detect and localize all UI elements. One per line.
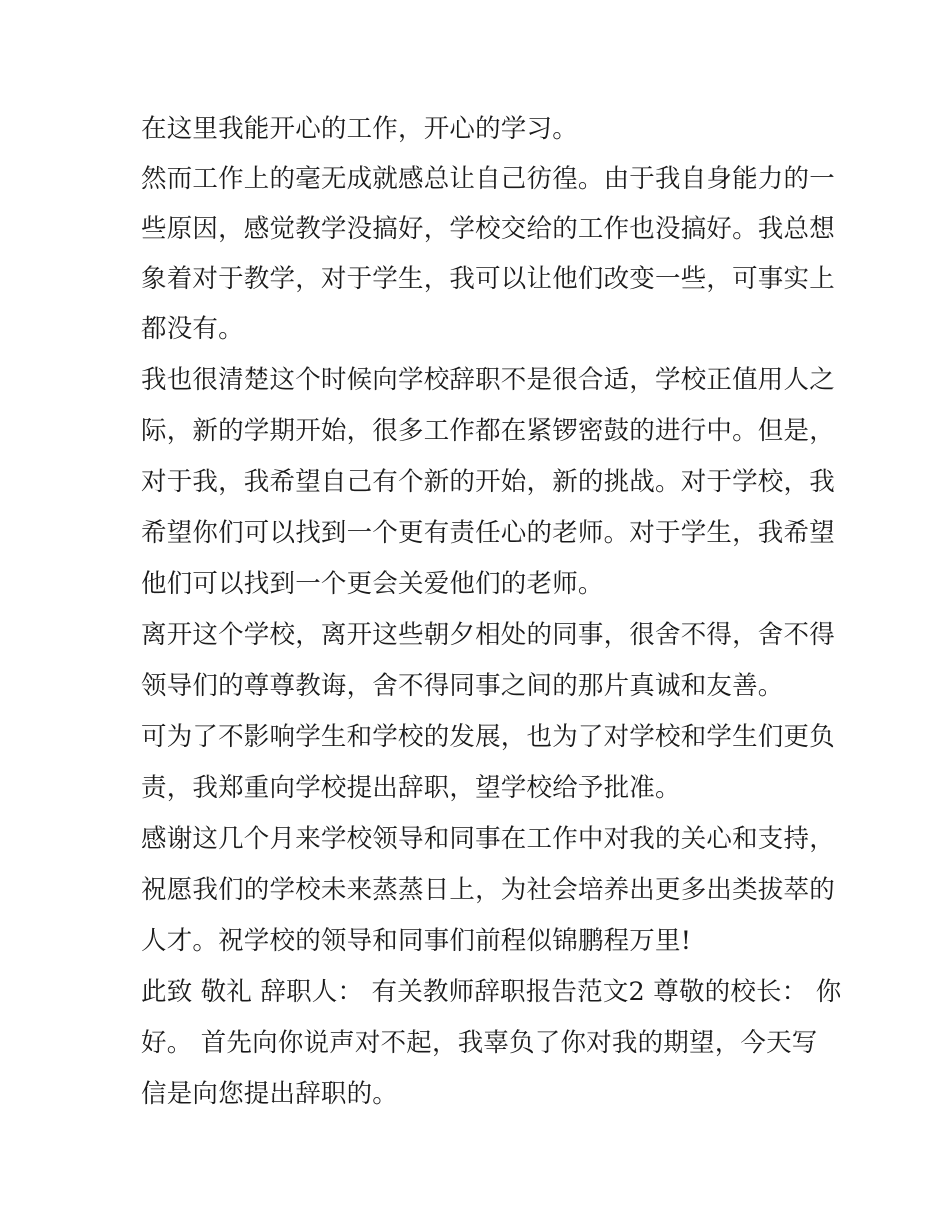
text-line: 好。 首先向你说声对不起，我辜负了你对我的期望，今天写 <box>141 1028 818 1058</box>
text-line: 希望你们可以找到一个更有责任心的老师。对于学生，我希望 <box>141 518 835 548</box>
text-line: 责，我郑重向学校提出辞职，望学校给予批准。 <box>141 773 681 803</box>
text-line: 他们可以找到一个更会关爱他们的老师。 <box>141 569 604 599</box>
text-line: 祝愿我们的学校未来蒸蒸日上，为社会培养出更多出类拔萃的 <box>141 875 835 905</box>
text-line: 些原因，感觉教学没搞好，学校交给的工作也没搞好。我总想 <box>141 214 835 244</box>
text-line: 信是向您提出辞职的。 <box>141 1079 399 1109</box>
text-line: 对于我，我希望自己有个新的开始，新的挑战。对于学校，我 <box>141 467 835 497</box>
text-line: 领导们的尊尊教诲，舍不得同事之间的那片真诚和友善。 <box>141 671 784 701</box>
text-line: 感谢这几个月来学校领导和同事在工作中对我的关心和支持， <box>141 824 835 854</box>
text-line: 此致 敬礼 辞职人： 有关教师辞职报告范文2 尊敬的校长： 你 <box>141 977 842 1007</box>
text-line: 离开这个学校，离开这些朝夕相处的同事，很舍不得，舍不得 <box>141 620 835 650</box>
text-line: 然而工作上的毫无成就感总让自己彷徨。由于我自身能力的一 <box>141 164 835 194</box>
text-line: 在这里我能开心的工作，开心的学习。 <box>141 114 578 144</box>
text-line: 际，新的学期开始，很多工作都在紧锣密鼓的进行中。但是， <box>141 416 835 446</box>
text-line: 人才。祝学校的领导和同事们前程似锦鹏程万里! <box>141 926 692 956</box>
text-line: 可为了不影响学生和学校的发展，也为了对学校和学生们更负 <box>141 722 835 752</box>
text-line: 象着对于教学，对于学生，我可以让他们改变一些，可事实上 <box>141 264 835 294</box>
text-line: 我也很清楚这个时候向学校辞职不是很合适，学校正值用人之 <box>141 365 835 395</box>
text-line: 都没有。 <box>141 314 244 344</box>
